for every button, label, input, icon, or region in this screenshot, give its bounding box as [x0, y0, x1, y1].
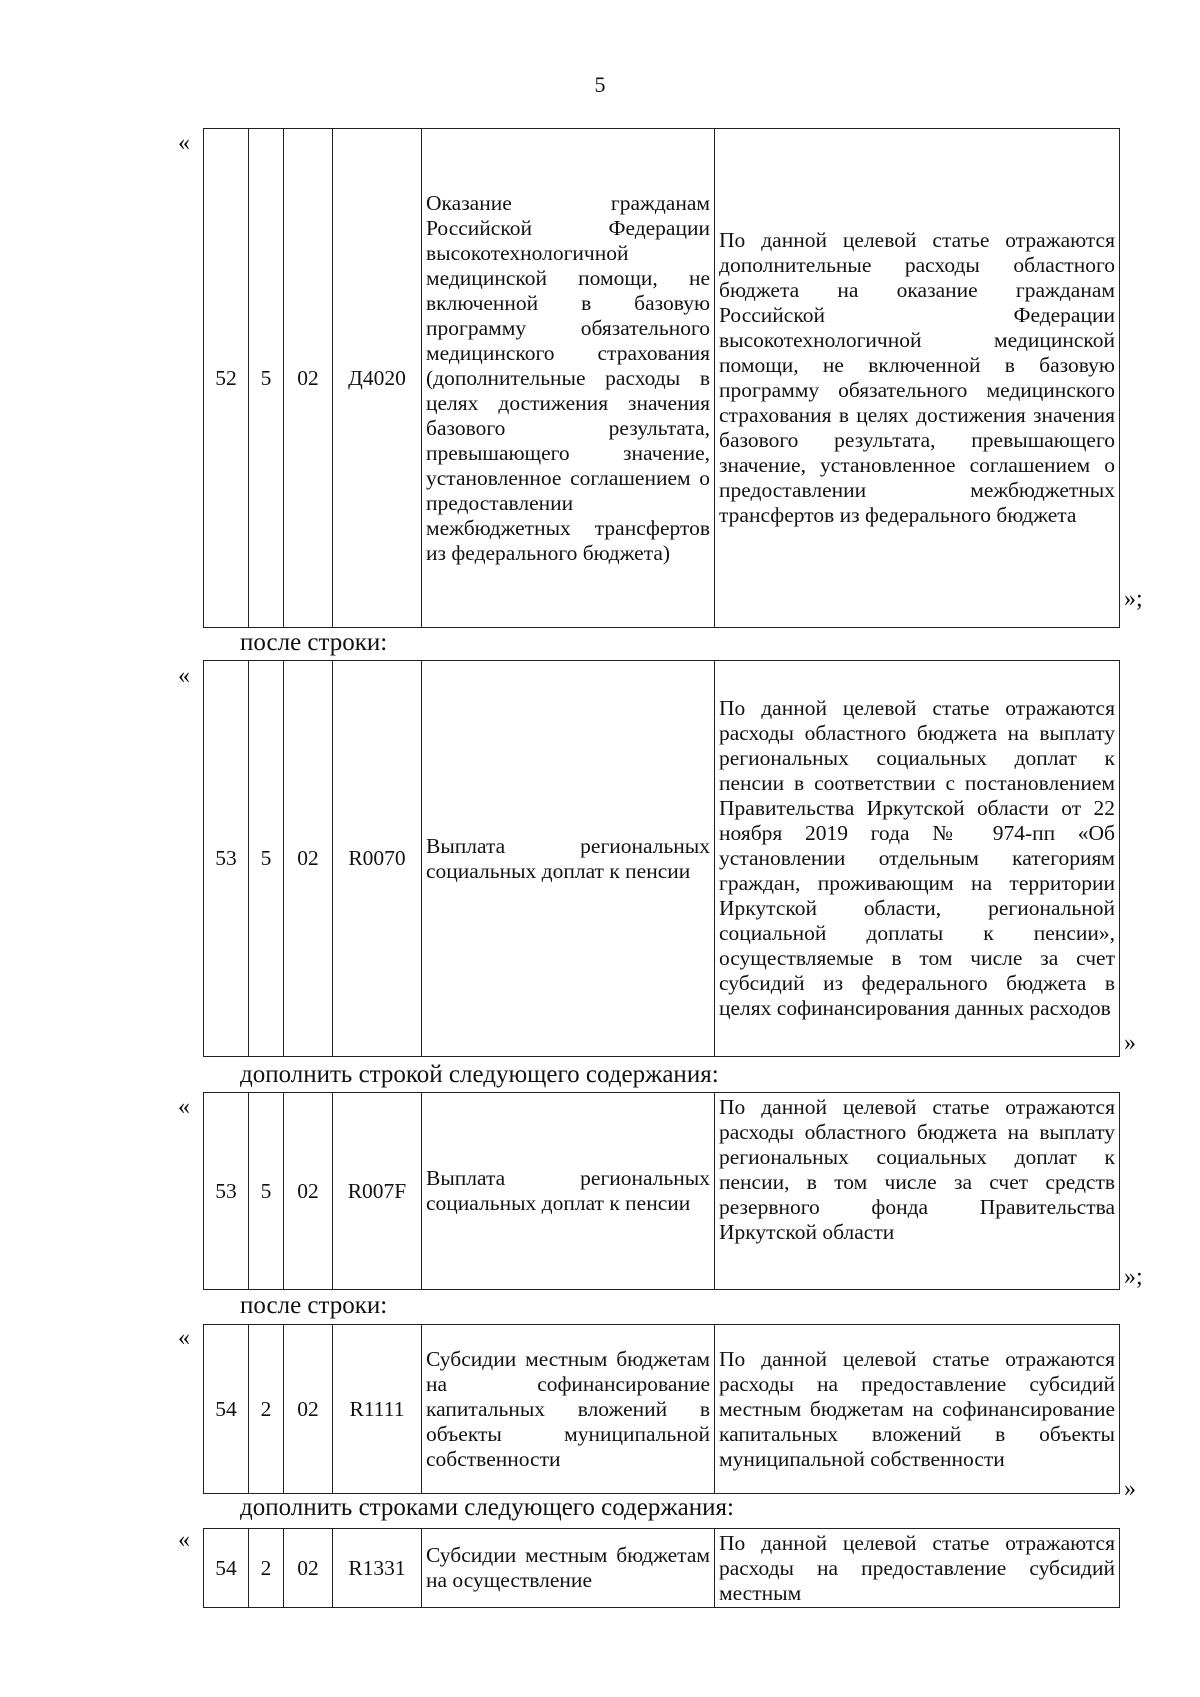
- row-name: Субсидии местным бюджетам на софинансирование капитальных вложений в объекты муниципальной собственности: [422, 1325, 715, 1494]
- row-subsection: 02: [284, 129, 333, 628]
- table-row: [203, 1092, 1120, 1290]
- row-subsection: 02: [284, 1325, 333, 1494]
- row-name: Выплата региональных социальных доплат к пенсии: [422, 1093, 715, 1290]
- row-number: 52: [204, 129, 249, 628]
- row-number: 54: [204, 1529, 249, 1608]
- table-row: [203, 128, 1120, 628]
- row-code: Д4020: [333, 129, 422, 628]
- row-code: R1331: [333, 1529, 422, 1608]
- page-number: 5: [594, 72, 606, 97]
- opening-quote: «: [178, 1325, 190, 1351]
- opening-quote: «: [178, 130, 190, 156]
- row-name: Выплата региональных социальных доплат к пенсии: [422, 661, 715, 1057]
- row-subsection: 02: [284, 1529, 333, 1608]
- instruction-text: дополнить строками следующего содержания:: [240, 1494, 734, 1521]
- table-row: [203, 1528, 1120, 1608]
- row-description: По данной целевой статье отражаются расходы областного бюджета на выплату региональных социальных доплат к пенсии в соответствии с постановлением Правительства Иркутской области от 22 ноября 2019 года № 974-пп «Об установлении отдельным категориям граждан, проживающим на территории Иркутской области, региональной социальной доплаты к пенсии», осуществляемые в том числе за счет субсидий из федерального бюджета в целях софинансирования данных расходов: [715, 661, 1120, 1057]
- row-section: 2: [249, 1529, 284, 1608]
- row-section: 5: [249, 129, 284, 628]
- row-code: R0070: [333, 661, 422, 1057]
- row-number: 53: [204, 661, 249, 1057]
- row-section: 5: [249, 1093, 284, 1290]
- row-section: 2: [249, 1325, 284, 1494]
- opening-quote: «: [178, 663, 190, 689]
- row-name: Субсидии местным бюджетам на осуществление: [422, 1529, 715, 1608]
- row-subsection: 02: [284, 661, 333, 1057]
- row-description: По данной целевой статье отражаются расходы на предоставление субсидий местным бюджетам на софинансирование капитальных вложений в объекты муниципальной собственности: [715, 1325, 1120, 1494]
- instruction-text: после строки:: [240, 629, 388, 656]
- row-description: По данной целевой статье отражаются расходы на предоставление субсидий местным: [715, 1529, 1120, 1608]
- closing-quote: »;: [1124, 586, 1143, 612]
- closing-quote: »: [1124, 1476, 1136, 1502]
- opening-quote: «: [178, 1094, 190, 1120]
- row-number: 54: [204, 1325, 249, 1494]
- row-section: 5: [249, 661, 284, 1057]
- row-name: Оказание гражданам Российской Федерации высокотехнологичной медицинской помощи, не включенной в базовую программу обязательного медицинского страхования (дополнительные расходы в целях достижения значения базового результата, превышающего значение, установленное соглашением о предоставлении межбюджетных трансфертов из федерального бюджета): [422, 129, 715, 628]
- row-code: R1111: [333, 1325, 422, 1494]
- instruction-text: после строки:: [240, 1292, 388, 1319]
- row-subsection: 02: [284, 1093, 333, 1290]
- opening-quote: «: [178, 1527, 190, 1553]
- closing-quote: »: [1124, 1030, 1136, 1056]
- closing-quote: »;: [1124, 1264, 1143, 1290]
- row-description: По данной целевой статье отражаются расходы областного бюджета на выплату региональных социальных доплат к пенсии, в том числе за счет средств резервного фонда Правительства Иркутской области: [715, 1093, 1120, 1290]
- row-description: По данной целевой статье отражаются дополнительные расходы областного бюджета на оказание гражданам Российской Федерации высокотехнологичной медицинской помощи, не включенной в базовую программу обязательного медицинского страхования в целях достижения значения базового результата, превышающего значение, установленное соглашением о предоставлении межбюджетных трансфертов из федерального бюджета: [715, 129, 1120, 628]
- table-row: [203, 660, 1120, 1057]
- table-row: [203, 1324, 1120, 1494]
- instruction-text: дополнить строкой следующего содержания:: [240, 1061, 719, 1088]
- row-code: R007F: [333, 1093, 422, 1290]
- row-number: 53: [204, 1093, 249, 1290]
